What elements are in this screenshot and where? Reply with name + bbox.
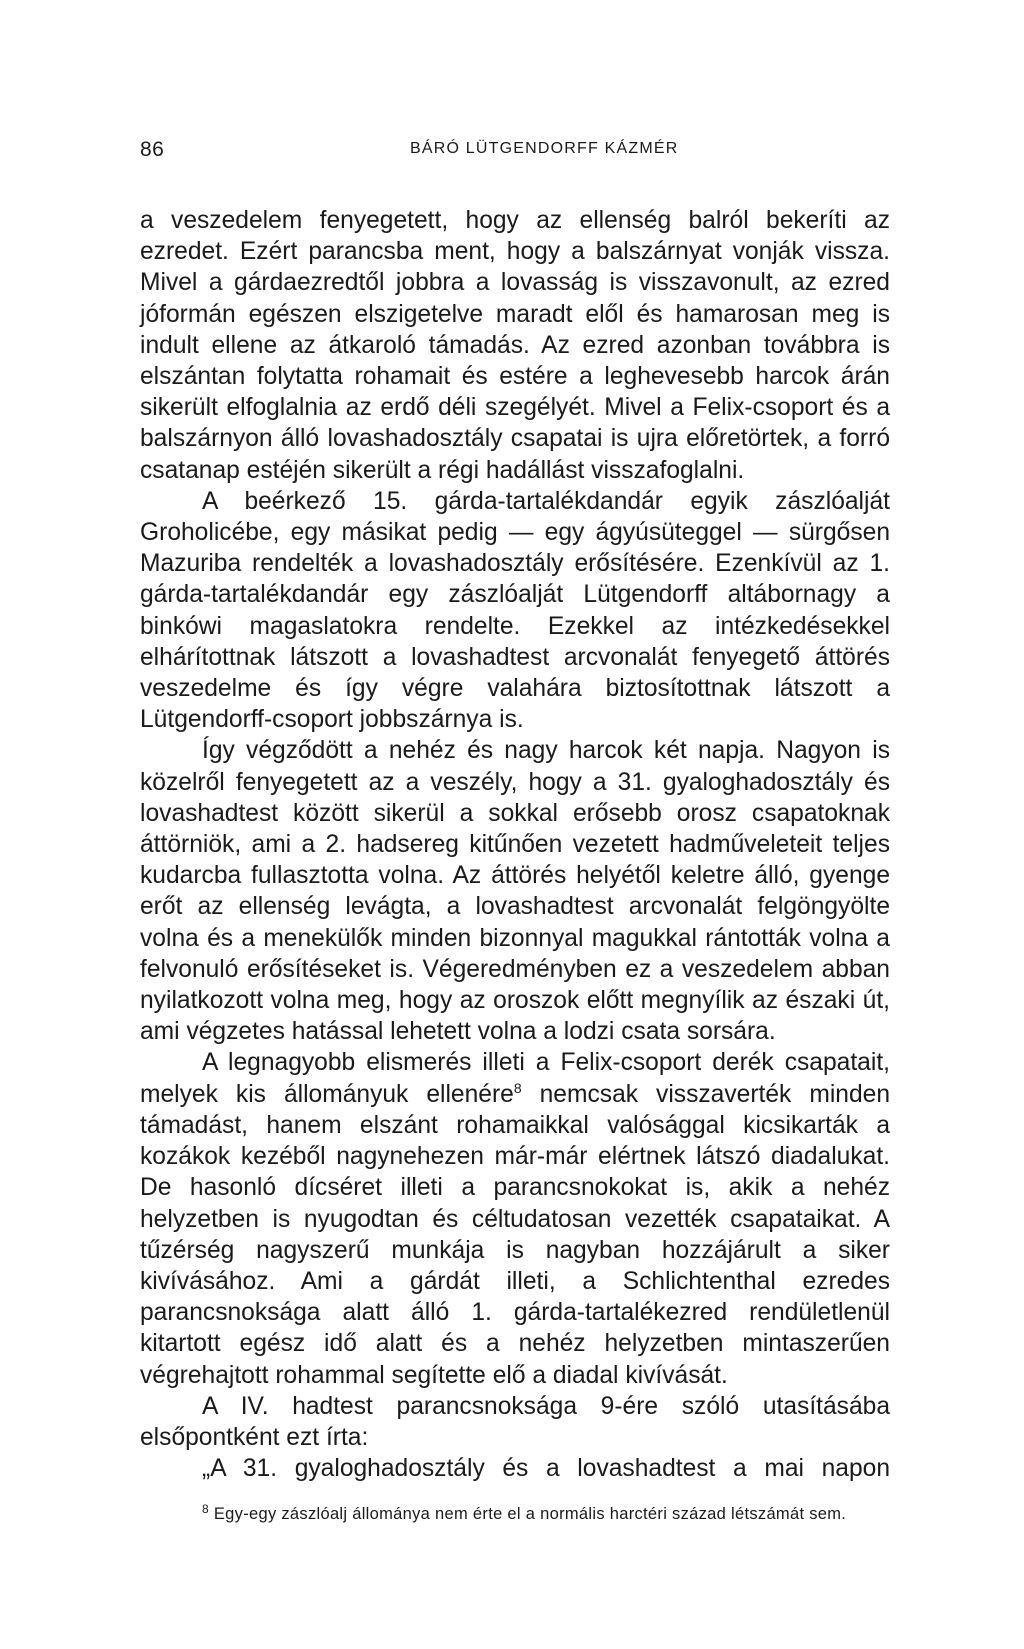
paragraph-1: a veszedelem fenyegetett, hogy az ellenség balról bekeríti az ezredet. Ezért parancsba ment, hogy a balszárnyat vonják vissza. Mivel a gárdaezredtől jobbra a lovasság is visszavonult, az ezred jóformán egészen elszigetelve maradt elől és hamarosan meg is indult ellene az átkaroló támadás. Az ezred azonban továbbra is elszántan folytatta rohamait és estére a leghevesebb harcok árán sikerült elfoglalnia az erdő déli szegélyét. Mivel a Felix-csoport és a balszárnyon álló lovashadosztály csapatai is ujra előretörtek, a forró csatanap estéjén sikerült a régi hadállást visszafoglalni. bbox=[140, 207, 890, 484]
page-number: 86 bbox=[140, 138, 165, 161]
paragraph-3: Így végződött a nehéz és nagy harcok két napja. Nagyon is közelről fenyegetett az a veszély, hogy a 31. gyaloghadosztály és lovashadtest között sikerül a sokkal erősebb orosz csapatoknak áttörniök, ami a 2. hadsereg kitűnően vezetett hadműveleteit teljes kudarcba fullasztotta volna. Az áttörés helyétől keletre álló, gyenge erőt az ellenség levágta, a lovashadtest arcvonalát felgöngyölte volna és a menekülők minden bizonnyal magukkal rántották volna a felvonuló erősítéseket is. Végeredményben ez a veszedelem abban nyilatkozott volna meg, hogy az oroszok előtt megnyílik az északi út, ami végzetes hatással lehetett volna a lodzi csata sorsára. bbox=[140, 737, 890, 1046]
paragraph-4-text-after-note: nemcsak visszaverték minden támadást, hanem elszánt rohamaikkal valósággal kicsikarták a kozákok kezéből nagynehezen már-már elértnek látszó diadalukat. De hasonló dícséret illeti a parancsnokokat is, akik a nehéz helyzetben is nyugodtan és céltudatosan vezették csapataikat. A tűzérség nagyszerű munkája is nagyban hozzájárult a siker kivívásához. Ami a gárdát illeti, a Schlichtenthal ezredes parancsnoksága alatt álló 1. gárda-tartalékezred rendületlenül kitartott egész idő alatt és a nehéz helyzetben mintaszerűen végrehajtott rohammal segítette elő a diadal kivívását. bbox=[140, 1080, 890, 1389]
paragraph-4-text-before-note: A legnagyobb elismerés illeti a Felix-csoport derék csapatait, melyek kis állományuk ellenére bbox=[140, 1049, 890, 1108]
body-text bbox=[140, 205, 890, 1484]
paragraph-4 bbox=[140, 1047, 890, 1390]
footnote-text: Egy-egy zászlóalj állománya nem érte el a normális harctéri század létszámát sem. bbox=[208, 1505, 847, 1523]
footnote bbox=[140, 1503, 890, 1525]
page-header bbox=[140, 138, 890, 162]
paragraph-2: A beérkező 15. gárda-tartalékdandár egyik zászlóalját Groholicébe, egy másikat pedig — egy ágyúsüteggel — sürgősen Mazuriba rendelték a lovashadosztály erősítésére. Ezenkívül az 1. gárda-tartalékdandár egy zászlóalját Lütgendorff altábornagy a binkówi magaslatokra rendelte. Ezekkel az intézkedésekkel elhárítottnak látszott a lovashadtest arcvonalát fenyegető áttörés veszedelme és így végre valahára biztosítottnak látszott a Lütgendorff-csoport jobbszárnya is. bbox=[140, 487, 890, 734]
paragraph-5: A IV. hadtest parancsnoksága 9-ére szóló utasításába elsőpontként ezt írta: bbox=[140, 1392, 890, 1451]
paragraph-6-quote: „A 31. gyaloghadosztály és a lovashadtest a mai napon bbox=[202, 1455, 890, 1483]
footnote-reference: 8 bbox=[513, 1079, 522, 1096]
footnote-marker: 8 bbox=[202, 1502, 209, 1516]
running-head: BÁRÓ LÜTGENDORFF KÁZMÉR bbox=[410, 140, 679, 157]
